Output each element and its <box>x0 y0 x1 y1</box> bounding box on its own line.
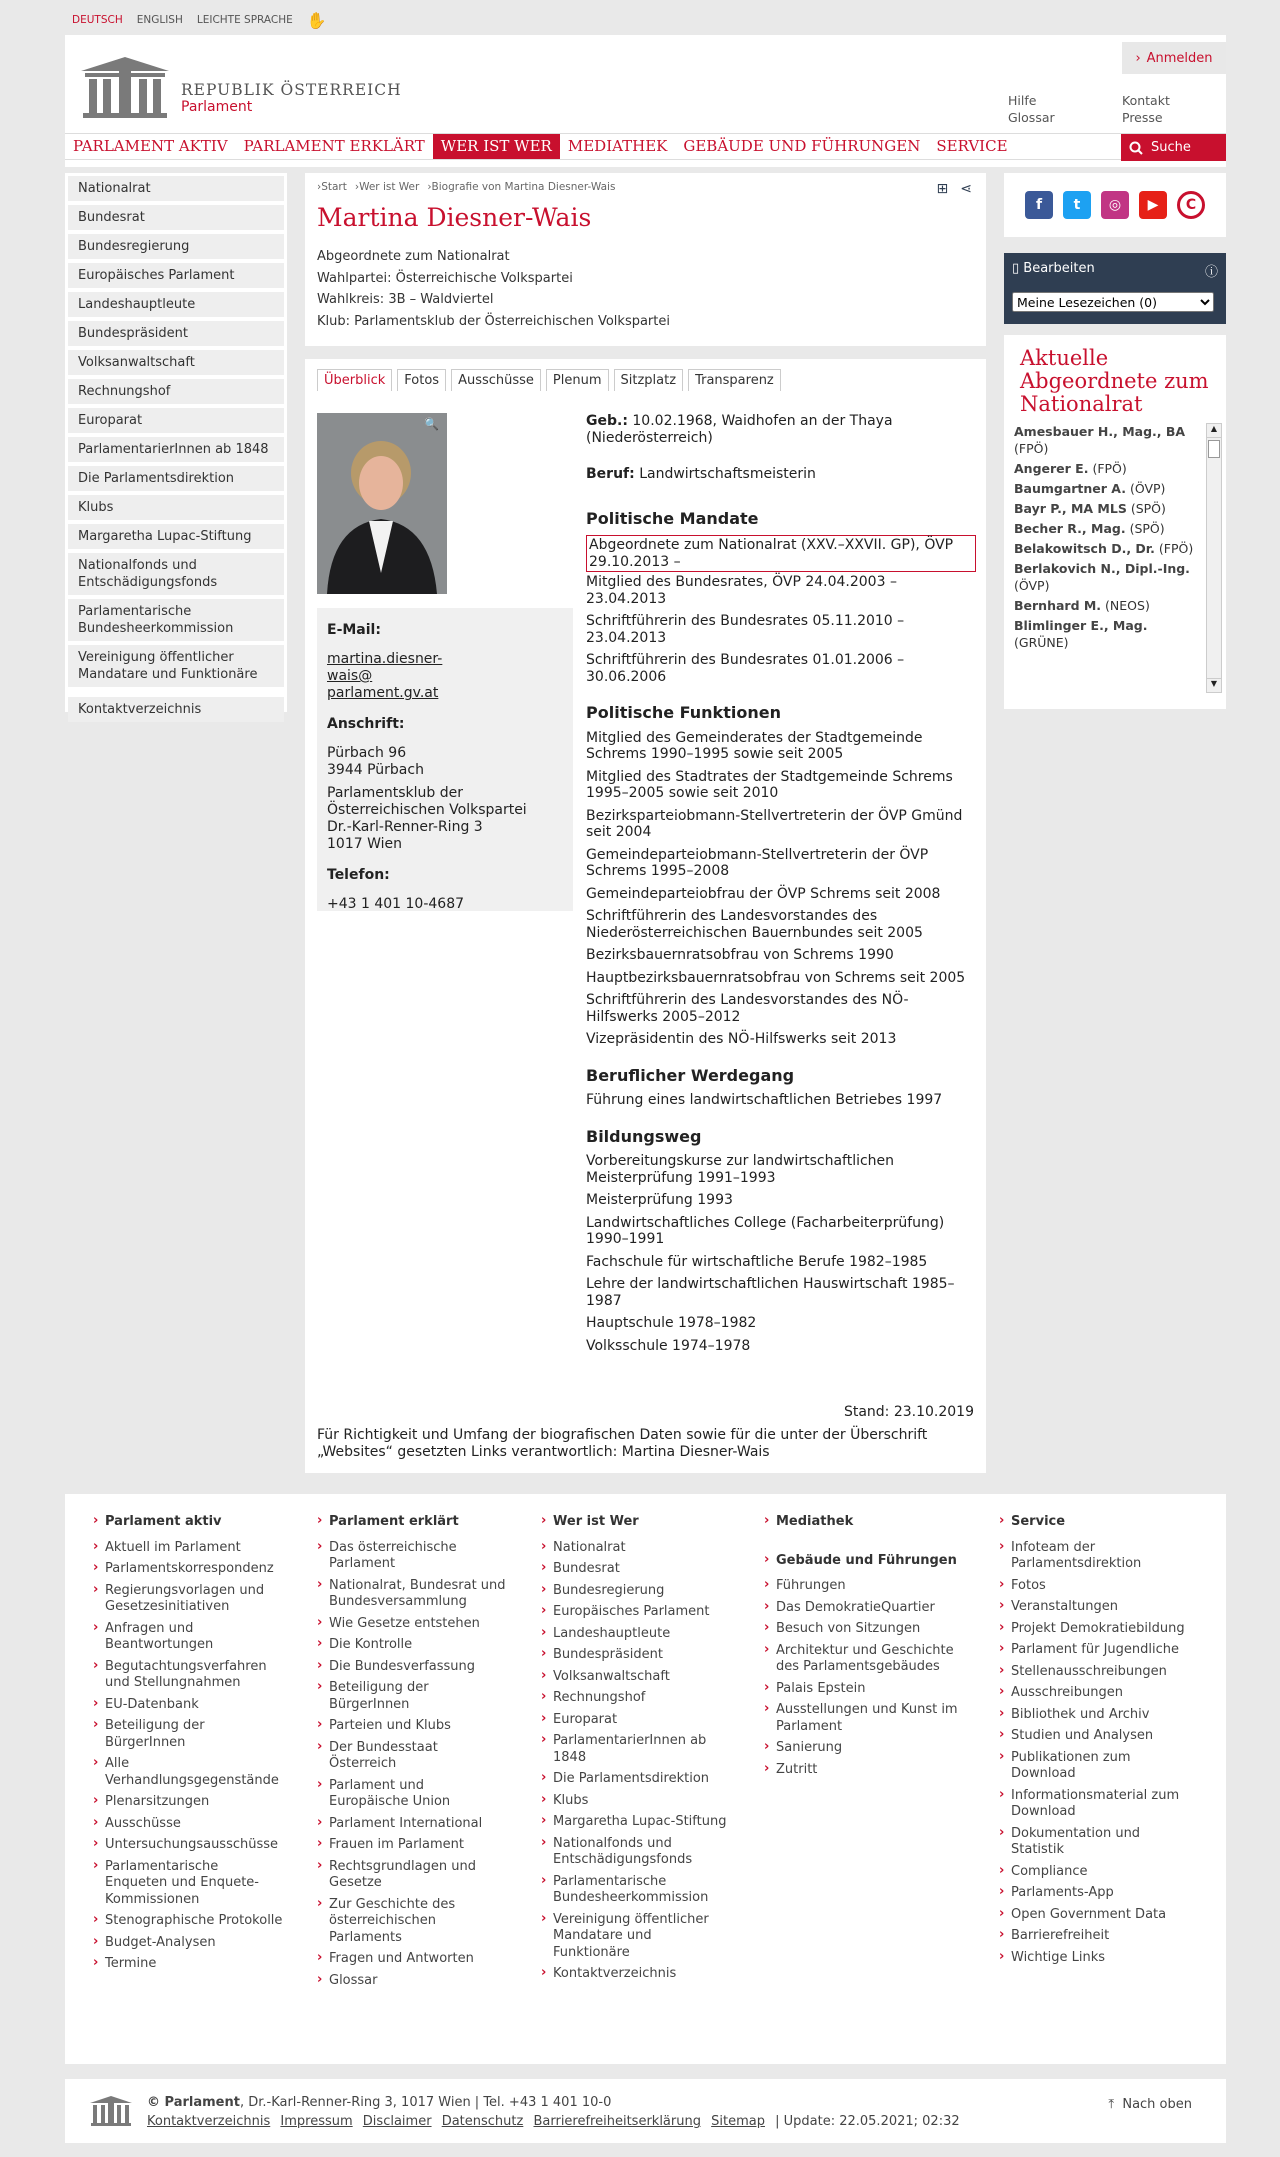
footer-link[interactable]: › Zur Geschichte des österreichischen Parlaments <box>317 1897 507 1947</box>
parliament-small-logo-icon <box>89 2095 133 2127</box>
footer-link[interactable]: › Dokumentation und Statistik <box>999 1826 1189 1859</box>
footer-link[interactable]: › Alle Verhandlungsgegenstände <box>93 1756 283 1789</box>
footer-link[interactable]: › Das österreichische Parlament <box>317 1540 507 1573</box>
section-entry: Landwirtschaftliches College (Facharbeiterprüfung) 1990–1991 <box>586 1214 945 1247</box>
section-heading: Politische Funktionen <box>586 703 781 722</box>
nav-service[interactable]: SERVICE <box>936 137 1008 155</box>
footer-link[interactable]: › EU-Datenbank <box>93 1697 283 1714</box>
login-label: Anmelden <box>1146 50 1213 66</box>
glossary-link[interactable]: Glossar <box>1008 110 1055 125</box>
footer-link[interactable]: › Barrierefreiheit <box>999 1928 1189 1945</box>
profile-district: Wahlkreis: 3B – Waldviertel <box>317 292 494 307</box>
nav-mediathek[interactable]: MEDIATHEK <box>567 137 668 155</box>
club-address-line: Dr.-Karl-Renner-Ring 3 <box>327 819 483 835</box>
phone-number: +43 1 401 10-4687 <box>327 896 465 912</box>
mp-list-item[interactable] <box>1014 480 1198 497</box>
footer-link[interactable]: › Plenarsitzungen <box>93 1794 283 1811</box>
mp-list-item[interactable] <box>1014 500 1198 517</box>
search-label: Suche <box>1151 140 1191 155</box>
header <box>65 35 1226 167</box>
section-entry: Lehre der landwirtschaftlichen Hauswirtschaft 1985–1987 <box>586 1276 955 1309</box>
sidebar-item-bundesrat[interactable]: Bundesrat <box>68 205 284 230</box>
footer-link[interactable]: › Studien und Analysen <box>999 1728 1189 1745</box>
sidebar-item-nationalfonds[interactable]: Nationalfonds und Entschädigungsfonds <box>68 553 284 595</box>
biography-details <box>586 413 976 1360</box>
footer-link-impressum[interactable]: Impressum <box>280 2114 353 2129</box>
footer-link[interactable]: › Untersuchungsausschüsse <box>93 1837 283 1854</box>
section-entry: Bezirksparteiobmann-Stellvertreterin der ÖVP Gmünd seit 2004 <box>586 807 963 840</box>
footer-link[interactable]: › Parlamentarische Enqueten und Enquete-Kommissionen <box>93 1859 283 1909</box>
share-icon[interactable]: ⋖ <box>960 181 972 197</box>
section-entry: Hauptbezirksbauernratsobfrau von Schrems seit 2005 <box>586 969 966 986</box>
current-mps-box <box>1004 335 1226 709</box>
tab-plenum[interactable]: Plenum <box>546 369 609 391</box>
footer-link[interactable]: › Bibliothek und Archiv <box>999 1707 1189 1724</box>
info-icon[interactable]: ⓘ <box>1204 265 1218 280</box>
profile-tabs <box>317 369 974 391</box>
bookmark-add-icon[interactable]: ⊞ <box>936 181 949 197</box>
mp-list-item[interactable] <box>1014 520 1198 537</box>
sidebar-item-rechnungshof[interactable]: Rechnungshof <box>68 379 284 404</box>
sidebar <box>65 173 287 717</box>
section-entry: Schriftführerin des Bundesrates 01.01.2006 – 30.06.2006 <box>586 652 905 685</box>
footer-link[interactable]: › Klubs <box>541 1793 731 1810</box>
copyright-info <box>147 2093 960 2131</box>
sidebar-item-klubs[interactable]: Klubs <box>68 495 284 520</box>
youtube-icon[interactable]: ▶ <box>1139 191 1167 219</box>
mp-list-item[interactable] <box>1014 617 1198 651</box>
mp-name: Blimlinger E., Mag. <box>1014 618 1148 633</box>
portrait-image <box>317 413 447 594</box>
mp-name: Berlakovich N., Dipl.-Ing. <box>1014 561 1190 576</box>
footer-link[interactable]: › Bundesrat <box>541 1561 731 1578</box>
section-entry: Vorbereitungskurse zur landwirtschaftlichen Meisterprüfung 1991–1993 <box>586 1153 895 1186</box>
mp-name: Becher R., Mag. <box>1014 521 1126 536</box>
footer-link[interactable]: › Besuch von Sitzungen <box>764 1621 964 1638</box>
update-info: | Update: 22.05.2021; 02:32 <box>775 2114 960 2129</box>
email-label: E-Mail: <box>327 622 381 638</box>
footer-heading[interactable]: › Parlament erklärt <box>317 1514 507 1531</box>
logo-title: REPUBLIK ÖSTERREICH <box>181 81 402 99</box>
section-entry: Mitglied des Bundesrates, ÖVP 24.04.2003 – 23.04.2013 <box>586 574 897 607</box>
lang-deutsch[interactable]: DEUTSCH <box>72 14 123 26</box>
footer-link[interactable]: › Die Kontrolle <box>317 1637 507 1654</box>
mp-party: (FPÖ) <box>1158 541 1194 556</box>
footer-link-disclaimer[interactable]: Disclaimer <box>362 2114 432 2129</box>
footer-link[interactable]: › Bundespräsident <box>541 1647 731 1664</box>
bio-sections <box>586 508 976 1355</box>
bottom-bar <box>65 2079 1226 2143</box>
club-address-line: 1017 Wien <box>327 836 402 852</box>
footer-link-sitemap[interactable]: Sitemap <box>711 2114 765 2129</box>
section-entry: Führung eines landwirtschaftlichen Betriebes 1997 <box>586 1092 943 1108</box>
search-button[interactable] <box>1121 134 1226 161</box>
current-mps-list <box>1004 423 1208 693</box>
footer-link[interactable]: › Ausstellungen und Kunst im Parlament <box>764 1702 964 1735</box>
footer-link[interactable]: › Fragen und Antworten <box>317 1951 507 1968</box>
footer-link[interactable]: › Landeshauptleute <box>541 1626 731 1643</box>
footer-link[interactable]: › Parlament und Europäische Union <box>317 1778 507 1811</box>
section-entry: Schriftführerin des Landesvorstandes des NÖ-Hilfswerks 2005–2012 <box>586 992 909 1025</box>
tab-sitzplatz[interactable]: Sitzplatz <box>614 369 684 391</box>
portrait-photo[interactable] <box>317 413 447 594</box>
nav-gebaeude[interactable]: GEBÄUDE UND FÜHRUNGEN <box>683 137 921 155</box>
footer-link[interactable]: › Begutachtungsverfahren und Stellungnahmen <box>93 1659 283 1692</box>
footer-heading[interactable]: › Wer ist Wer <box>541 1514 731 1531</box>
section-entry: Volksschule 1974–1978 <box>586 1337 751 1354</box>
lang-english[interactable]: ENGLISH <box>136 14 183 26</box>
zoom-icon[interactable]: 🔍 <box>424 417 439 431</box>
footer-link[interactable]: › Der Bundesstaat Österreich <box>317 1740 507 1773</box>
sidebar-item-kontaktverzeichnis[interactable]: Kontaktverzeichnis <box>68 697 284 722</box>
footer-link[interactable]: › Palais Epstein <box>764 1681 964 1698</box>
email-link[interactable]: martina.diesner-wais@ parlament.gv.at <box>327 651 443 701</box>
sidebar-item-bundesregierung[interactable]: Bundesregierung <box>68 234 284 259</box>
mp-name: Bernhard M. <box>1014 598 1102 613</box>
current-mps-title: Aktuelle Abgeordnete zum Nationalrat <box>1020 346 1209 416</box>
nav-wer-ist-wer[interactable]: WER IST WER <box>433 134 560 159</box>
mp-list-item[interactable] <box>1014 540 1198 557</box>
sign-language-icon[interactable]: ✋ <box>306 10 327 30</box>
footer-link[interactable]: › Nationalrat <box>541 1540 731 1557</box>
mp-name: Belakowitsch D., Dr. <box>1014 541 1155 556</box>
footer-link[interactable]: › Compliance <box>999 1864 1189 1881</box>
stand-date: Stand: 23.10.2019 <box>843 1404 974 1420</box>
mp-party: (SPÖ) <box>1129 521 1165 536</box>
address-label: Anschrift: <box>327 716 405 732</box>
footer-link[interactable]: › Frauen im Parlament <box>317 1837 507 1854</box>
footer-link[interactable]: › Fotos <box>999 1578 1189 1595</box>
breadcrumb-wer-ist-wer[interactable]: ›Wer ist Wer <box>354 181 420 193</box>
footer-link[interactable]: › Aktuell im Parlament <box>93 1540 283 1557</box>
sidebar-item-parlamentsdirektion[interactable]: Die Parlamentsdirektion <box>68 466 284 491</box>
section-entry: Vizepräsidentin des NÖ-Hilfswerks seit 2013 <box>586 1031 897 1047</box>
footer-col-wer-ist-wer <box>541 1514 731 1988</box>
footer-link[interactable]: › Nationalrat, Bundesrat und Bundesversammlung <box>317 1578 507 1611</box>
mp-list-item[interactable] <box>1014 423 1198 457</box>
footer-link-barrierefreiheit[interactable]: Barrierefreiheitserklärung <box>533 2114 701 2129</box>
footer-link-kontakt[interactable]: Kontaktverzeichnis <box>147 2114 271 2129</box>
breadcrumb-start[interactable]: ›Start <box>317 181 347 193</box>
mp-list-item[interactable] <box>1014 460 1198 477</box>
footer-link[interactable]: › Volksanwaltschaft <box>541 1669 731 1686</box>
profession-info: Beruf: Landwirtschaftsmeisterin <box>586 466 816 482</box>
footer-link[interactable]: › Parteien und Klubs <box>317 1718 507 1735</box>
section-entry: Gemeindeparteiobmann-Stellvertreterin der ÖVP Schrems 1995–2008 <box>586 846 929 879</box>
footer-link[interactable]: › Europarat <box>541 1712 731 1729</box>
main-navigation <box>65 133 1226 160</box>
address-line: Pürbach 96 <box>327 745 407 761</box>
footer-col-parlament-erklaert <box>317 1514 507 1994</box>
footer-link[interactable]: › Parlamentarische Bundesheerkommission <box>541 1874 731 1907</box>
back-to-top-link[interactable]: ⤒ Nach oben <box>1108 2097 1192 2112</box>
mp-party: (FPÖ) <box>1014 441 1049 456</box>
breadcrumb-current: ›Biografie von Martina Diesner-Wais <box>427 181 616 193</box>
profile-content <box>305 359 986 1473</box>
profile-header <box>305 173 986 346</box>
footer-heading[interactable]: › Gebäude und Führungen <box>764 1553 964 1570</box>
mp-party: (NEOS) <box>1105 598 1150 613</box>
phone-label: Telefon: <box>327 867 390 883</box>
bookmarks-select[interactable] <box>1012 292 1214 312</box>
parliament-logo-icon <box>79 55 171 119</box>
footer-link[interactable]: › Infoteam der Parlamentsdirektion <box>999 1540 1189 1573</box>
profile-role: Abgeordnete zum Nationalrat <box>317 249 510 264</box>
mp-party: (FPÖ) <box>1092 461 1127 476</box>
footer-link[interactable]: › Bundesregierung <box>541 1583 731 1600</box>
contact-link[interactable]: Kontakt <box>1122 93 1170 108</box>
language-bar <box>72 12 327 28</box>
mp-name: Bayr P., MA MLS <box>1014 501 1127 516</box>
section-entry: Fachschule für wirtschaftliche Berufe 1982–1985 <box>586 1253 928 1270</box>
contact-links <box>1122 92 1170 126</box>
footer-link[interactable]: › Glossar <box>317 1973 507 1990</box>
footer-col-mediathek <box>764 1514 964 1783</box>
sidebar-item-vereinigung[interactable]: Vereinigung öffentlicher Mandatare und Funktionäre <box>68 645 284 687</box>
footer-link[interactable]: › Budget-Analysen <box>93 1935 283 1952</box>
footer-link[interactable]: › Nationalfonds und Entschädigungsfonds <box>541 1836 731 1869</box>
footer-link[interactable]: › ParlamentarierInnen ab 1848 <box>541 1733 731 1766</box>
page-title: Martina Diesner-Wais <box>317 203 592 232</box>
footer-link[interactable]: › Ausschreibungen <box>999 1685 1189 1702</box>
tab-transparenz[interactable]: Transparenz <box>688 369 781 391</box>
footer-link[interactable]: › Wichtige Links <box>999 1950 1189 1967</box>
press-link[interactable]: Presse <box>1122 110 1163 125</box>
nav-parlament-erklaert[interactable]: PARLAMENT ERKLÄRT <box>243 137 425 155</box>
mp-party: (GRÜNE) <box>1014 635 1069 650</box>
footer-link[interactable]: › Open Government Data <box>999 1907 1189 1924</box>
profile-party: Wahlpartei: Österreichische Volkspartei <box>317 270 573 286</box>
section-entry: Bezirksbauernratsobfrau von Schrems 1990 <box>586 947 894 963</box>
footer-link[interactable]: › Architektur und Geschichte des Parlamentsgebäudes <box>764 1643 964 1676</box>
mp-party: (ÖVP) <box>1014 578 1050 593</box>
breadcrumb <box>317 181 974 193</box>
tab-ausschuesse[interactable]: Ausschüsse <box>451 369 541 391</box>
footer-heading[interactable]: › Service <box>999 1514 1189 1531</box>
tab-fotos[interactable]: Fotos <box>397 369 446 391</box>
footer-link[interactable]: › Veranstaltungen <box>999 1599 1189 1616</box>
footer-link[interactable]: › Publikationen zum Download <box>999 1750 1189 1783</box>
footer-link[interactable]: › Wie Gesetze entstehen <box>317 1616 507 1633</box>
sidebar-item-bundespraesident[interactable]: Bundespräsident <box>68 321 284 346</box>
sidebar-item-lupac-stiftung[interactable]: Margaretha Lupac-Stiftung <box>68 524 284 549</box>
footer-link[interactable]: › Stenographische Protokolle <box>93 1913 283 1930</box>
sidebar-item-europarat[interactable]: Europarat <box>68 408 284 433</box>
section-heading: Bildungsweg <box>586 1126 702 1146</box>
footer-link[interactable]: › Parlaments-App <box>999 1885 1189 1902</box>
footer-link[interactable]: › Vereinigung öffentlicher Mandatare und Funktionäre <box>541 1912 731 1962</box>
footer-link[interactable]: › Rechnungshof <box>541 1690 731 1707</box>
logo[interactable] <box>79 55 402 119</box>
sidebar-item-landeshauptleute[interactable]: Landeshauptleute <box>68 292 284 317</box>
footer-link[interactable]: › Ausschüsse <box>93 1816 283 1833</box>
section-entry: Schriftführerin des Landesvorstandes des Niederösterreichischen Bauernbundes seit 2005 <box>586 908 923 941</box>
demokratiewebstatt-icon[interactable]: C <box>1177 191 1205 219</box>
footer-link[interactable]: › Die Parlamentsdirektion <box>541 1771 731 1788</box>
copyright-address: , Dr.-Karl-Renner-Ring 3, 1017 Wien | Tel. +43 1 401 10-0 <box>239 2095 612 2110</box>
contact-box <box>317 608 573 911</box>
footer-link[interactable]: › Termine <box>93 1956 283 1973</box>
instagram-icon[interactable]: ◎ <box>1101 191 1129 219</box>
logo-subtitle: Parlament <box>181 99 253 115</box>
search-icon <box>1129 141 1143 155</box>
help-link[interactable]: Hilfe <box>1008 93 1037 108</box>
footer-link[interactable]: › Anfragen und Beantwortungen <box>93 1621 283 1654</box>
footer-col-service <box>999 1514 1189 1971</box>
arrow-up-icon: ⤒ <box>1108 2097 1115 2112</box>
footer-link[interactable]: › Parlament für Jugendliche <box>999 1642 1189 1659</box>
footer-link[interactable]: › Das DemokratieQuartier <box>764 1600 964 1617</box>
nav-parlament-aktiv[interactable]: PARLAMENT AKTIV <box>73 137 228 155</box>
help-links <box>1008 92 1055 126</box>
footer-heading[interactable]: › Parlament aktiv <box>93 1514 283 1531</box>
footer-heading[interactable]: › Mediathek <box>764 1514 964 1531</box>
footer-link[interactable]: › Europäisches Parlament <box>541 1604 731 1621</box>
footer-link[interactable]: › Parlament International <box>317 1816 507 1833</box>
section-heading: Politische Mandate <box>586 508 759 528</box>
footer-col-parlament-aktiv <box>93 1514 283 1978</box>
footer-link-datenschutz[interactable]: Datenschutz <box>441 2114 524 2129</box>
footer-link[interactable]: › Beteiligung der BürgerInnen <box>93 1718 283 1751</box>
disclaimer-text: Für Richtigkeit und Umfang der biografischen Daten sowie für die unter der Überschrift „Websites“ gesetzten Links verantwortlich: Martina Diesner-Wais <box>317 1427 928 1460</box>
mp-list-item[interactable] <box>1014 560 1198 594</box>
bookmark-icon: ▯ <box>1012 261 1024 276</box>
sidebar-item-eu-parlament[interactable]: Europäisches Parlament <box>68 263 284 288</box>
footer-link[interactable]: › Die Bundesverfassung <box>317 1659 507 1676</box>
mp-party: (ÖVP) <box>1129 481 1166 496</box>
sidebar-item-nationalrat[interactable]: Nationalrat <box>68 176 284 201</box>
footer-link[interactable]: › Beteiligung der BürgerInnen <box>317 1680 507 1713</box>
sidebar-item-parlamentarier[interactable]: ParlamentarierInnen ab 1848 <box>68 437 284 462</box>
footer-link[interactable]: › Parlamentskorrespondenz <box>93 1561 283 1578</box>
facebook-icon[interactable]: f <box>1025 191 1053 219</box>
section-entry: Meisterprüfung 1993 <box>586 1192 733 1208</box>
section-entry: Hauptschule 1978–1982 <box>586 1315 757 1331</box>
footer-link[interactable]: › Zutritt <box>764 1762 964 1779</box>
twitter-icon[interactable]: t <box>1063 191 1091 219</box>
mp-name: Baumgartner A. <box>1014 481 1126 496</box>
section-entry: Schriftführerin des Bundesrates 05.11.2010 – 23.04.2013 <box>586 613 905 646</box>
bookmarks-panel <box>1004 253 1226 324</box>
footer-link[interactable]: › Informationsmaterial zum Download <box>999 1788 1189 1821</box>
footer-link[interactable]: › Stellenausschreibungen <box>999 1664 1189 1681</box>
mp-name: Amesbauer H., Mag., BA <box>1014 424 1186 439</box>
copyright-org: © Parlament <box>147 2095 240 2110</box>
social-links <box>1004 173 1226 237</box>
bookmarks-title[interactable]: Bearbeiten <box>1023 261 1095 276</box>
mp-list-item[interactable] <box>1014 597 1198 614</box>
tab-ueberblick[interactable]: Überblick <box>317 369 392 391</box>
footer-link[interactable]: › Projekt Demokratiebildung <box>999 1621 1189 1638</box>
footer-link[interactable]: › Rechtsgrundlagen und Gesetze <box>317 1859 507 1892</box>
sidebar-item-volksanwaltschaft[interactable]: Volksanwaltschaft <box>68 350 284 375</box>
section-entry: Mitglied des Stadtrates der Stadtgemeinde Schrems 1995–2005 sowie seit 2010 <box>586 768 953 801</box>
profile-club: Klub: Parlamentsklub der Österreichischen Volkspartei <box>317 313 670 329</box>
footer-link[interactable]: › Sanierung <box>764 1740 964 1757</box>
mps-scrollbar[interactable]: ▲ ▼ <box>1206 423 1222 693</box>
address-line: 3944 Pürbach <box>327 762 424 778</box>
section-heading: Beruflicher Werdegang <box>586 1065 795 1085</box>
section-entry: Gemeindeparteiobfrau der ÖVP Schrems seit 2008 <box>586 885 941 902</box>
section-entry: Mitglied des Gemeinderates der Stadtgemeinde Schrems 1990–1995 sowie seit 2005 <box>586 729 923 762</box>
club-address-line: Parlamentsklub der Österreichischen Volkspartei <box>327 785 527 818</box>
lang-easy[interactable]: LEICHTE SPRACHE <box>196 14 293 26</box>
section-entry: Abgeordnete zum Nationalrat (XXV.–XXVII. GP), ÖVP 29.10.2013 – <box>586 535 976 572</box>
login-button[interactable]: › Anmelden <box>1122 42 1226 74</box>
mp-party: (SPÖ) <box>1130 501 1166 516</box>
footer-link[interactable]: › Kontaktverzeichnis <box>541 1966 731 1983</box>
footer-link[interactable]: › Regierungsvorlagen und Gesetzesinitiativen <box>93 1583 283 1616</box>
birth-info: Geb.: 10.02.1968, Waidhofen an der Thaya (Niederösterreich) <box>586 413 893 446</box>
sidebar-item-bundesheerkommission[interactable]: Parlamentarische Bundesheerkommission <box>68 599 284 641</box>
mp-name: Angerer E. <box>1014 461 1089 476</box>
footer-link[interactable]: › Margaretha Lupac-Stiftung <box>541 1814 731 1831</box>
footer-link[interactable]: › Führungen <box>764 1578 964 1595</box>
footer <box>65 1494 1226 2064</box>
